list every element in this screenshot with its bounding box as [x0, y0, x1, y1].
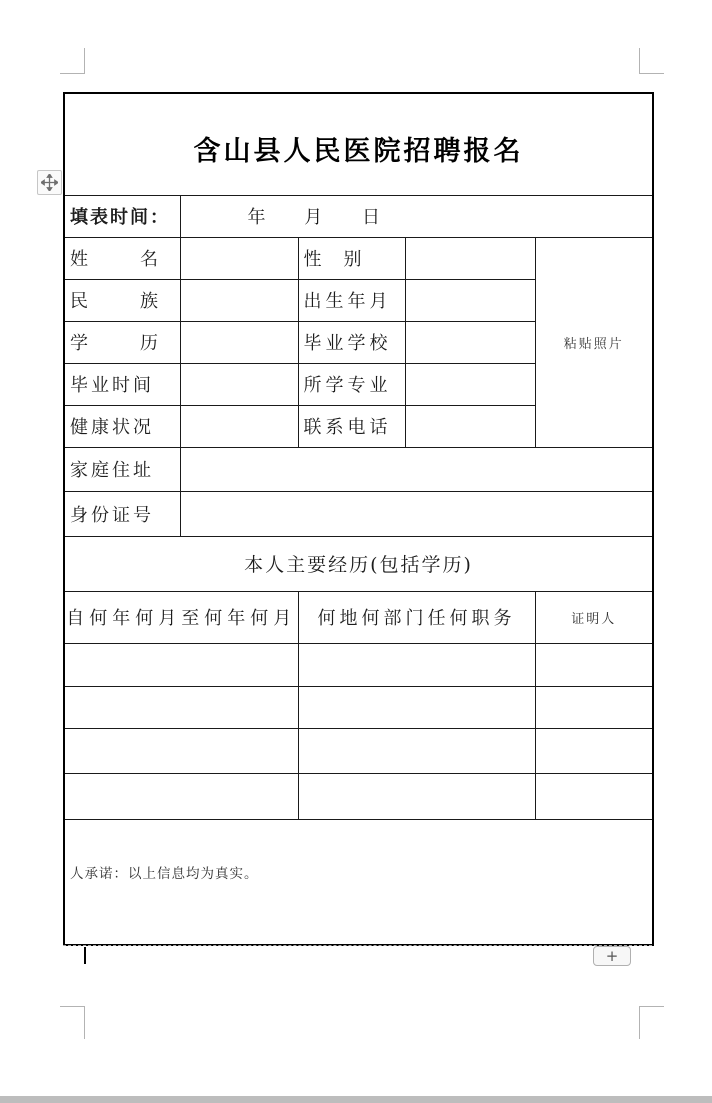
field-label-education: 学历: [64, 321, 180, 363]
field-value-ethnicity[interactable]: [180, 279, 298, 321]
experience-empty-row: [64, 686, 653, 728]
experience-position-cell[interactable]: [298, 643, 535, 686]
table-row: [64, 237, 653, 279]
field-value-birth-date[interactable]: [405, 279, 535, 321]
recruitment-form-table: [63, 92, 654, 946]
field-value-health-status[interactable]: [180, 405, 298, 447]
experience-period-cell[interactable]: [64, 643, 298, 686]
experience-col-position: 何地何部门任何职务: [298, 591, 535, 643]
experience-reference-cell[interactable]: [535, 728, 653, 773]
field-value-graduation-time[interactable]: [180, 363, 298, 405]
field-value-home-address[interactable]: [180, 447, 653, 491]
table-end-dashed-line: [63, 945, 652, 946]
field-label-home-address: 家庭住址: [64, 447, 180, 491]
experience-empty-row: [64, 643, 653, 686]
field-label-health-status: 健康状况: [64, 405, 180, 447]
form-title: 含山县人民医院招聘报名: [64, 93, 653, 195]
field-label-ethnicity: 民族: [64, 279, 180, 321]
experience-col-period: 自何年何月至何年何月: [64, 591, 298, 643]
promise-text[interactable]: 人承诺：以上信息均为真实。: [64, 819, 653, 945]
photo-paste-area[interactable]: 粘贴照片: [535, 237, 653, 447]
add-button[interactable]: [593, 946, 631, 966]
experience-reference-cell[interactable]: [535, 773, 653, 819]
table-move-handle[interactable]: [37, 170, 62, 195]
field-value-education[interactable]: [180, 321, 298, 363]
move-icon: [41, 174, 58, 191]
table-row: [64, 491, 653, 536]
experience-position-cell[interactable]: [298, 773, 535, 819]
field-label-name: 姓名: [64, 237, 180, 279]
fill-time-value-cell[interactable]: [180, 195, 653, 237]
margin-mark-top-left: [60, 48, 85, 74]
experience-col-reference: 证明人: [535, 591, 653, 643]
experience-empty-row: [64, 728, 653, 773]
field-label-birth-date: 出生年月: [298, 279, 405, 321]
fill-time-label: 填表时间：: [64, 195, 180, 237]
margin-mark-bottom-left: [60, 1006, 85, 1039]
day-unit: 日: [361, 207, 380, 228]
month-unit: 月: [304, 207, 323, 228]
field-value-id-number[interactable]: [180, 491, 653, 536]
experience-position-cell[interactable]: [298, 728, 535, 773]
margin-mark-bottom-right: [639, 1006, 664, 1039]
experience-section-title: 本人主要经历(包括学历): [64, 536, 653, 591]
field-value-graduate-school[interactable]: [405, 321, 535, 363]
experience-period-cell[interactable]: [64, 773, 298, 819]
field-value-gender[interactable]: [405, 237, 535, 279]
field-label-contact-phone: 联系电话: [298, 405, 405, 447]
table-row: [64, 447, 653, 491]
text-cursor: [84, 947, 86, 964]
experience-reference-cell[interactable]: [535, 643, 653, 686]
field-label-id-number: 身份证号: [64, 491, 180, 536]
experience-empty-row: [64, 773, 653, 819]
field-label-graduate-school: 毕业学校: [298, 321, 405, 363]
field-label-gender: 性别: [298, 237, 405, 279]
experience-position-cell[interactable]: [298, 686, 535, 728]
field-value-major[interactable]: [405, 363, 535, 405]
field-value-contact-phone[interactable]: [405, 405, 535, 447]
experience-header-row: [64, 591, 653, 643]
field-value-name[interactable]: [180, 237, 298, 279]
page-gap: [0, 1096, 712, 1103]
experience-reference-cell[interactable]: [535, 686, 653, 728]
experience-period-cell[interactable]: [64, 686, 298, 728]
experience-period-cell[interactable]: [64, 728, 298, 773]
plus-icon: +: [605, 946, 619, 965]
year-unit: 年: [247, 207, 266, 228]
field-label-major: 所学专业: [298, 363, 405, 405]
margin-mark-top-right: [639, 48, 664, 74]
field-label-graduation-time: 毕业时间: [64, 363, 180, 405]
